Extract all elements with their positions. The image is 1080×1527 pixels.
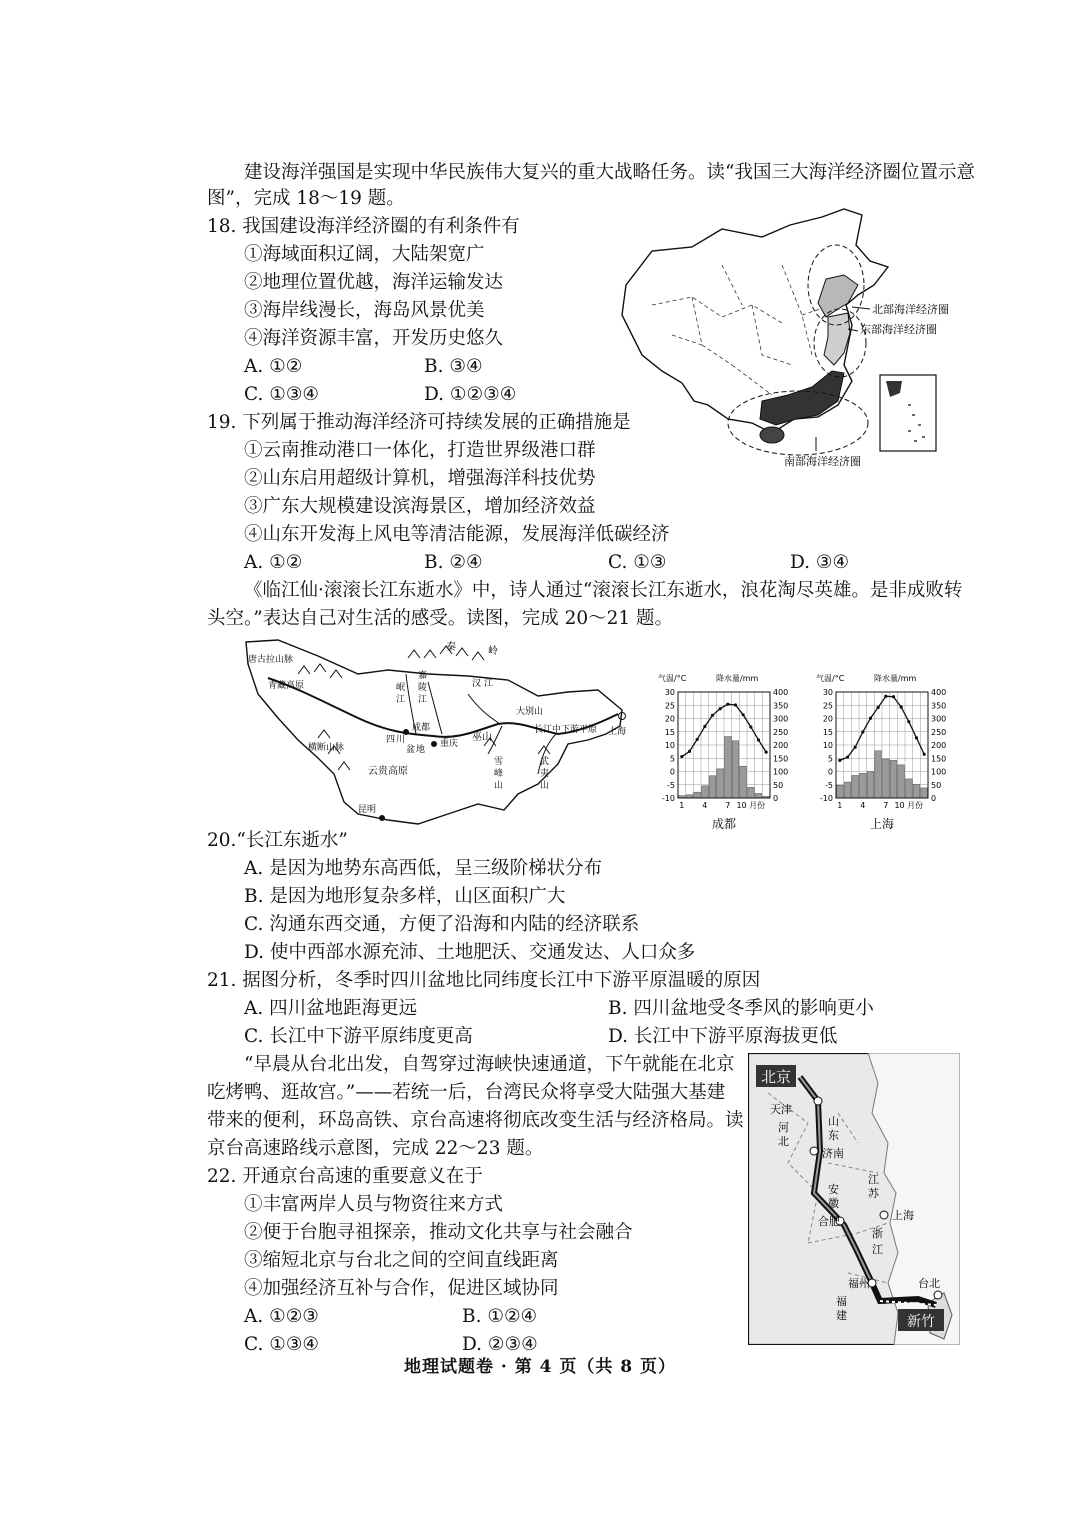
precip-tick-label: 200 <box>773 741 789 750</box>
precip-tick-label: 0 <box>931 794 937 803</box>
precip-bar <box>725 737 732 798</box>
city-label: 成都 <box>711 817 737 831</box>
north-circle-label: 北部海洋经济圈 <box>872 303 949 316</box>
precip-tick-label: 350 <box>931 701 947 711</box>
question-19-item: ④山东开发海上风电等清洁能源，发展海洋低碳经济 <box>244 524 670 545</box>
temperature-point <box>680 755 683 758</box>
map-label: 江 <box>872 1243 883 1256</box>
map-label: 江 <box>868 1173 879 1186</box>
precip-tick-label: 400 <box>773 688 789 697</box>
temp-tick-label: 5 <box>827 754 833 764</box>
map-label: 北 <box>778 1135 789 1148</box>
intro-line: 京台高速路线示意图，完成 22～23 题。 <box>207 1138 544 1159</box>
temp-tick-label: 30 <box>664 688 675 697</box>
map-label: 横断山脉 <box>308 743 345 753</box>
map-label: 山 <box>540 781 550 791</box>
temperature-point <box>765 751 768 754</box>
question-22-option-b[interactable]: B. ①②④ <box>462 1306 538 1327</box>
temperature-point <box>907 720 910 723</box>
temperature-point <box>711 714 714 717</box>
precip-tick-label: 200 <box>931 741 947 750</box>
precip-bar <box>898 765 905 798</box>
temp-tick-label: 10 <box>664 741 675 750</box>
temperature-point <box>742 713 745 716</box>
map-label: 重庆 <box>440 739 459 749</box>
temp-tick-label: -5 <box>825 780 833 790</box>
question-20-option-b[interactable]: B. 是因为地形复杂多样，山区面积广大 <box>244 886 566 907</box>
intro-line: 建设海洋强国是实现中华民族伟大复兴的重大战略任务。读“我国三大海洋经济圈位置示意 <box>244 162 975 183</box>
map-label: 建 <box>836 1309 847 1322</box>
precip-bar <box>748 787 755 798</box>
temp-tick-label: 20 <box>822 714 833 724</box>
temp-tick-label: 10 <box>822 741 833 750</box>
beijing-taipei-route-map <box>748 1053 960 1345</box>
page-footer: 地理试题卷 · 第 4 页（共 8 页） <box>403 1357 677 1377</box>
question-22-option-a[interactable]: A. ①②③ <box>244 1306 319 1327</box>
question-21-option-b[interactable]: B. 四川盆地受冬季风的影响更小 <box>608 998 874 1019</box>
question-22-option-d[interactable]: D. ②③④ <box>462 1334 538 1355</box>
map-label: 河 <box>778 1121 789 1134</box>
map-label: 秦 <box>446 642 456 653</box>
temperature-point <box>749 725 752 728</box>
question-21-option-a[interactable]: A. 四川盆地距海更远 <box>244 998 418 1019</box>
temperature-point <box>703 725 706 728</box>
month-tick-label: 10 月份 <box>894 801 924 810</box>
question-18-item: ④海洋资源丰富，开发历史悠久 <box>244 328 504 349</box>
precip-bar <box>906 779 913 798</box>
month-tick-label: 1 <box>837 801 843 810</box>
temperature-point <box>726 703 729 706</box>
precip-bar <box>913 784 920 798</box>
question-19-option-d[interactable]: D. ③④ <box>790 552 850 573</box>
precip-bar <box>709 776 716 798</box>
temp-tick-label: 5 <box>669 754 675 764</box>
map-label: 福州 <box>848 1277 870 1290</box>
question-19-option-a[interactable]: A. ①② <box>244 552 303 573</box>
temp-tick-label: 25 <box>822 701 833 711</box>
map-label: 江 <box>396 695 406 705</box>
month-tick-label: 7 <box>725 801 731 810</box>
precip-tick-label: 50 <box>773 780 784 790</box>
precip-bar <box>694 792 701 798</box>
map-label: 福 <box>836 1295 847 1308</box>
question-21-stem: 21. 据图分析，冬季时四川盆地比同纬度长江中下游平原温暖的原因 <box>207 970 761 991</box>
temp-tick-label: -10 <box>661 794 675 803</box>
map-label: 上海 <box>892 1209 914 1222</box>
map-label: 巫山 <box>472 732 492 743</box>
map-label: 地 <box>416 745 426 755</box>
map-label: 青藏高原 <box>268 681 305 691</box>
map-label: 雪 <box>494 757 504 767</box>
map-label: 江 <box>484 679 494 689</box>
map-label: 山 <box>828 1115 839 1128</box>
intro-line: 头空。”表达自己对生活的感受。读图，完成 20～21 题。 <box>207 608 674 629</box>
map-label: 山 <box>494 781 504 791</box>
question-19-item: ①云南推动港口一体化，打造世界级港口群 <box>244 440 596 461</box>
question-20-option-a[interactable]: A. 是因为地势东高西低，呈三级阶梯状分布 <box>244 858 603 879</box>
map-label: 安 <box>828 1183 839 1196</box>
marine-economic-circles-map <box>612 205 962 475</box>
temperature-point <box>854 746 857 749</box>
precip-tick-label: 100 <box>773 767 789 777</box>
question-18-option-c[interactable]: C. ①③④ <box>244 384 320 405</box>
map-label: 江 <box>418 695 428 705</box>
month-tick-label: 1 <box>679 801 685 810</box>
temperature-point <box>757 738 760 741</box>
precip-tick-label: 350 <box>773 701 789 711</box>
precip-tick-label: 400 <box>931 688 947 697</box>
question-18-item: ②地理位置优越，海洋运输发达 <box>244 272 504 293</box>
intro-line: “早晨从台北出发，自驾穿过海峡快速通道，下午就能在北京 <box>244 1054 735 1075</box>
map-label: 东 <box>828 1129 839 1142</box>
precip-bar <box>755 793 762 798</box>
map-label: 峰 <box>494 769 504 779</box>
precip-bar <box>844 782 851 798</box>
precip-tick-label: 50 <box>931 780 942 790</box>
precip-bar <box>875 751 882 798</box>
month-tick-label: 4 <box>702 801 708 810</box>
question-20-stem: 20.“长江东逝水” <box>207 830 348 851</box>
temp-axis-title: 气温/°C <box>658 674 687 683</box>
map-label: 岷 <box>396 683 406 693</box>
question-20-option-d[interactable]: D. 使中西部水源充沛、土地肥沃、交通发达、人口众多 <box>244 942 696 963</box>
intro-line: 图”，完成 18～19 题。 <box>207 188 405 209</box>
hsinchu-label: 新竹 <box>907 1314 935 1330</box>
map-label: 成都 <box>412 723 431 733</box>
climate-charts <box>650 668 950 836</box>
hainan-island <box>760 427 784 443</box>
intro-line: 吃烤鸭、逛故宫。”——若统一后，台湾民众将享受大陆强大基建 <box>207 1082 726 1103</box>
temperature-point <box>892 695 895 698</box>
map-label: 四 <box>386 735 396 745</box>
map-label: 汉 <box>472 679 482 689</box>
question-22-stem: 22. 开通京台高速的重要意义在于 <box>207 1166 483 1187</box>
question-19-option-c[interactable]: C. ①③ <box>608 552 667 573</box>
precip-tick-label: 150 <box>773 754 789 764</box>
precip-bar <box>837 785 844 798</box>
temperature-point <box>838 759 841 762</box>
question-22-item: ③缩短北京与台北之间的空间直线距离 <box>244 1250 559 1271</box>
map-label: 川 <box>396 735 406 745</box>
precip-tick-label: 0 <box>773 794 779 803</box>
question-18-stem: 18. 我国建设海洋经济圈的有利条件有 <box>207 216 520 237</box>
precip-tick-label: 250 <box>773 727 789 737</box>
map-label: 天津 <box>770 1103 792 1116</box>
question-19-stem: 19. 下列属于推动海洋经济可持续发展的正确措施是 <box>207 412 631 433</box>
precip-axis-title: 降水量/mm <box>716 674 759 683</box>
question-18-option-a[interactable]: A. ①② <box>244 356 303 377</box>
precip-tick-label: 300 <box>931 714 947 724</box>
temp-tick-label: 15 <box>822 727 833 737</box>
city-label: 上海 <box>869 817 895 831</box>
question-22-item: ②便于台胞寻祖探亲，推动文化共享与社会融合 <box>244 1222 633 1243</box>
map-label: 夷 <box>540 769 550 779</box>
temperature-point <box>884 695 887 698</box>
month-tick-label: 7 <box>883 801 889 810</box>
precip-bar <box>732 741 739 798</box>
precip-bar <box>883 759 890 798</box>
temperature-point <box>861 730 864 733</box>
map-label: 云贵高原 <box>368 766 408 777</box>
question-18-option-b[interactable]: B. ③④ <box>424 356 483 377</box>
map-label: 武 <box>540 757 550 767</box>
intro-line: 《临江仙·滚滚长江东逝水》中，诗人通过“滚滚长江东逝水，浪花淘尽英雄。是非成败转 <box>244 580 963 601</box>
map-label: 合肥 <box>818 1215 840 1228</box>
precip-bar <box>740 766 747 798</box>
precip-tick-label: 250 <box>931 727 947 737</box>
map-label: 嘉 <box>418 671 428 681</box>
map-label: 浙 <box>872 1227 883 1240</box>
month-tick-label: 4 <box>860 801 866 810</box>
temperature-point <box>877 706 880 709</box>
map-label: 苏 <box>868 1187 879 1200</box>
temp-tick-label: 0 <box>669 767 675 777</box>
map-label: 徽 <box>828 1197 839 1210</box>
temperature-point <box>846 756 849 759</box>
question-22-item: ①丰富两岸人员与物资往来方式 <box>244 1194 504 1215</box>
precip-tick-label: 300 <box>773 714 789 724</box>
intro-line: 带来的便利，环岛高铁、京台高速将彻底改变生活与经济格局。读 <box>207 1110 744 1131</box>
question-22-option-c[interactable]: C. ①③④ <box>244 1334 320 1355</box>
question-19-item: ③广东大规模建设滨海景区，增加经济效益 <box>244 496 596 517</box>
map-label: 长江中下游平原 <box>534 725 598 735</box>
precip-tick-label: 100 <box>931 767 947 777</box>
temperature-point <box>688 750 691 753</box>
yangtze-river-map <box>238 634 638 830</box>
precip-bar <box>921 788 928 798</box>
precip-bar <box>860 773 867 798</box>
precip-axis-title: 降水量/mm <box>874 674 917 683</box>
precip-bar <box>702 786 709 798</box>
beijing-label: 北京 <box>760 1068 792 1086</box>
temp-axis-title: 气温/°C <box>816 674 845 683</box>
map-label: 大别山 <box>516 707 544 717</box>
map-label: 昆明 <box>358 805 377 815</box>
precip-bar <box>852 775 859 798</box>
question-22-item: ④加强经济互补与合作，促进区域协同 <box>244 1278 559 1299</box>
temp-tick-label: 15 <box>664 727 675 737</box>
temp-tick-label: 25 <box>664 701 675 711</box>
map-label: 陵 <box>418 683 428 693</box>
map-label: 上海 <box>608 727 627 737</box>
temperature-point <box>900 706 903 709</box>
precip-tick-label: 150 <box>931 754 947 764</box>
precip-bar <box>717 769 724 798</box>
question-21-option-c[interactable]: C. 长江中下游平原纬度更高 <box>244 1026 473 1047</box>
temperature-point <box>923 753 926 756</box>
precip-bar <box>867 772 874 799</box>
map-label: 盆 <box>406 745 416 755</box>
precip-bar <box>890 760 897 798</box>
question-19-item: ②山东启用超级计算机，增强海洋科技优势 <box>244 468 596 489</box>
question-19-option-b[interactable]: B. ②④ <box>424 552 483 573</box>
temperature-point <box>915 736 918 739</box>
question-18-option-d[interactable]: D. ①②③④ <box>424 384 517 405</box>
temp-tick-label: -10 <box>819 794 833 803</box>
map-label: 济南 <box>822 1147 844 1160</box>
temp-tick-label: 30 <box>822 688 833 697</box>
question-20-option-c[interactable]: C. 沟通东西交通，方便了沿海和内陆的经济联系 <box>244 914 640 935</box>
south-circle-label: 南部海洋经济圈 <box>784 455 861 468</box>
map-label: 岭 <box>488 646 498 657</box>
temp-tick-label: 0 <box>827 767 833 777</box>
temperature-point <box>869 717 872 720</box>
temp-tick-label: -5 <box>667 780 675 790</box>
temperature-point <box>734 703 737 706</box>
month-tick-label: 10 月份 <box>736 801 766 810</box>
question-18-item: ③海岸线漫长，海岛风景优美 <box>244 300 485 321</box>
map-label: 唐古拉山脉 <box>248 655 294 665</box>
question-18-item: ①海域面积辽阔，大陆架宽广 <box>244 244 485 265</box>
east-circle-label: 东部海洋经济圈 <box>860 323 937 336</box>
map-label: 台北 <box>918 1277 940 1290</box>
temp-tick-label: 20 <box>664 714 675 724</box>
question-21-option-d[interactable]: D. 长江中下游平原海拔更低 <box>608 1026 838 1047</box>
temperature-point <box>719 707 722 710</box>
temperature-point <box>696 738 699 741</box>
